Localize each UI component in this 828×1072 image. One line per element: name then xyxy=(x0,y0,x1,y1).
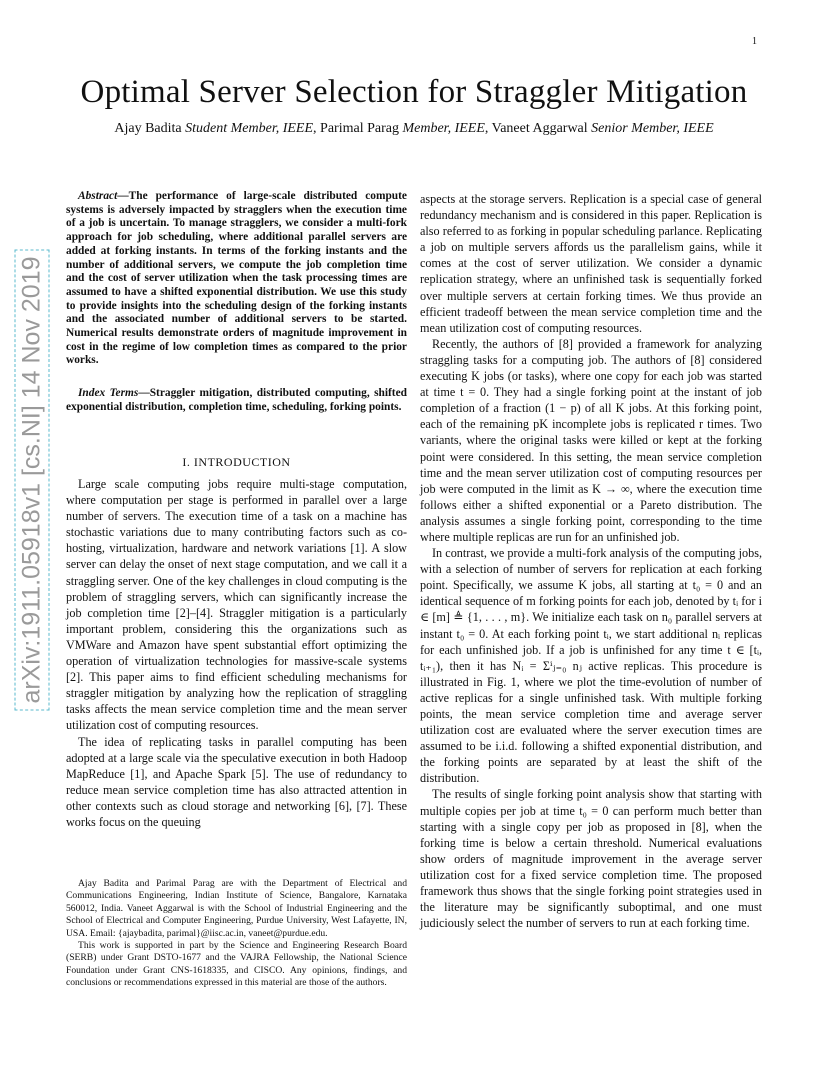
section-heading: I. INTRODUCTION xyxy=(182,455,291,469)
author-line: Ajay Badita Student Member, IEEE, Parimal Parag Member, IEEE, Vaneet Aggarwal Senior Member, IEEE xyxy=(114,121,714,136)
author-name: Vaneet Aggarwal xyxy=(491,121,588,136)
introduction-body xyxy=(66,476,407,830)
paper-title: Optimal Server Selection for Straggler Mitigation xyxy=(80,74,748,110)
paragraph: In contrast, we provide a multi-fork analysis of the computing jobs, with a selection of number of servers for replication at each forking point. Specifically, we assume K jobs, all starting at t₀ = 0 and an identical sequence of m forking points for each job, denoted by tᵢ for i ∈ [m] ≜ {1, . . . , m}. We initialize each task on n₀ parallel servers at instant t₀ = 0. At each forking point tᵢ, we start additional nᵢ replicas for each unfinished job. If a job is unfinished for any time t ∈ [tᵢ, tᵢ₊₁), then it has Nᵢ = Σⁱⱼ₌₀ nⱼ active replicas. This procedure is illustrated in Fig. 1, where we plot the time-evolution of number of active replicas for a single unfinished task. With multiple forking points, the mean service completion time and average server utilization cost are evaluated where the server execution times are assumed to be i.i.d. following a shifted exponential distribution, and the forking points are separated by at least the shift of the distribution. xyxy=(420,546,762,786)
author-role: Senior Member, IEEE xyxy=(591,121,714,136)
author-role: Student Member, IEEE xyxy=(185,121,314,136)
arxiv-stamp[interactable] xyxy=(12,256,52,704)
index-terms xyxy=(66,387,407,414)
author-name: Ajay Badita xyxy=(114,121,182,136)
arxiv-stamp-text: arXiv:1911.05918v1 [cs.NI] 14 Nov 2019 xyxy=(15,249,50,710)
page-number: 1 xyxy=(752,36,757,47)
paragraph: Recently, the authors of [8] provided a framework for analyzing straggling tasks for a computing job. The authors of [8] considered executing K jobs (or tasks), where one copy for each job was started at time t = 0. They had a single forking point at the instant of job completion of a fraction (1 − p) of all K jobs. At this forking point, each of the remaining pK incomplete jobs is replicated r times. Two variants, where the original tasks were killed or kept at the forking point were considered. In this setting, the mean service completion time and the mean server utilization cost of computing resources per job were computed in the limit as K → ∞, where the execution time follows either a shifted exponential or a Pareto distribution. The analysis assumes a single forking point, corresponding to the time where multiple replicas are run for an unfinished job. xyxy=(420,336,762,544)
author-role: Member, IEEE xyxy=(402,121,485,136)
abstract-label: Abstract xyxy=(78,190,118,202)
paragraph: Large scale computing jobs require multi-stage computation, where computation per stage is performed in parallel over a large number of servers. The execution time of a task on a machine has stochastic variations due to many contributing factors such as co-hosting, virtualization, hardware and network variations [1]. A slow server can delay the onset of next stage computation, and we call it a straggling server. One of the key challenges in cloud computing is the problem of straggling servers, which can significantly increase the job completion time [2]–[4]. Straggler mitigation is a particularly important problem, considering this the organizations such as VMWare and Amazon have spent substantial effort optimizing the operation of virtualization technologies for massive-scale systems [2]. This paper aims to find efficient scheduling mechanisms for straggler mitigation by analyzing how the replication of straggling tasks affects the mean service completion time and the mean server utilization cost of computing resources. xyxy=(66,477,407,733)
paragraph: The results of single forking point analysis show that starting with multiple copies per job at time t₀ = 0 can perform much better than starting with a single copy per job as proposed in [8], when the forking time is below a certain threshold. Numerical evaluations show orders of magnitude improvement in the average server utilization cost for a fixed service completion time. The proposed framework thus shows that the single forking point strategies used in the literature may be significantly suboptimal, and one must judiciously select the number of servers to run at each forking time. xyxy=(420,787,762,931)
paragraph: aspects at the storage servers. Replication is a special case of general redundancy mechanism and is considered in this paper. Replication is also referred to as forking in popular scheduling parlance. Replicating a job on multiple servers affords us the parallelism gains, while it comes at the cost of server utilization. We consider a dynamic replication strategy, where an unfinished task is sequentially forked over multiple servers at certain forking times. We thus provide an efficient tradeoff between the mean service completion time and the mean utilization cost of computing resources. xyxy=(420,192,762,335)
abstract-text: —The performance of large-scale distributed compute systems is adversely impacted by stragglers when the execution time of a job is uncertain. To manage stragglers, we consider a multi-fork approach for job scheduling, where additional parallel servers are added at forking instants. In terms of the forking instants and the number of additional servers, we compute the job completion time and the cost of server utilization when the task processing times are assumed to have a shifted exponential distribution. We use this study to provide insights into the scheduling design of the forking instants and the associated number of additional servers to be started. Numerical results demonstrate orders of magnitude improvement in cost in the regime of low completion times as compared to the prior works. xyxy=(66,190,407,367)
footnote: This work is supported in part by the Science and Engineering Research Board (SERB) under Grant DSTO-1677 and the VAJRA Fellowship, the National Science Foundation under Grant CNS-1618335, and CISCO. Any opinions, findings, and conclusions or recommendations expressed in this material are those of the authors. xyxy=(66,940,407,989)
footnotes xyxy=(66,878,407,990)
right-column xyxy=(420,191,762,931)
footnote: Ajay Badita and Parimal Parag are with the Department of Electrical and Communications Engineering, Indian Institute of Science, Bangalore, Karnataka 560012, India. Vaneet Aggarwal is with the School of Industrial Engineering and the School of Electrical and Computer Engineering, Purdue University, West Lafayette, IN, USA. Email: {ajaybadita, parimal}@iisc.ac.in, vaneet@purdue.edu. xyxy=(66,878,407,939)
paragraph: The idea of replicating tasks in parallel computing has been adopted at a large scale via the speculative execution in both Hadoop MapReduce [1], and Apache Spark [5]. The use of redundancy to reduce mean service completion time has also attracted attention in other contexts such as cloud storage and networking [6], [7]. These works focus on the queuing xyxy=(66,734,407,829)
author-name: Parimal Parag xyxy=(320,121,399,136)
abstract xyxy=(66,190,407,368)
index-text: —Straggler mitigation, distributed computing, shifted exponential distribution, completion time, scheduling, forking points. xyxy=(66,387,407,413)
index-label: Index Terms xyxy=(78,387,139,399)
